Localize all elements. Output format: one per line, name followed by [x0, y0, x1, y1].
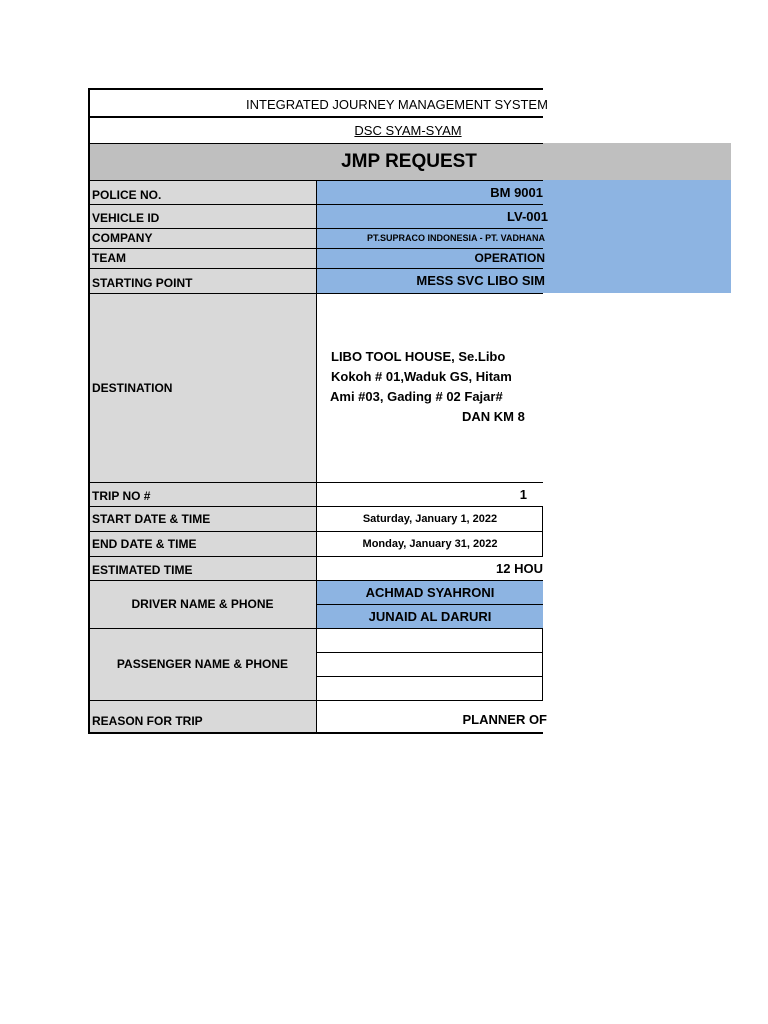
passenger-name-1[interactable] — [317, 628, 543, 652]
passenger-label: PASSENGER NAME & PHONE — [116, 657, 289, 671]
driver-name-1[interactable]: ACHMAD SYAHRONI — [365, 584, 495, 600]
destination-line: Kokoh # 01,Waduk GS, Hitam — [331, 369, 512, 384]
police-no-value[interactable]: BM 9001 — [490, 184, 543, 200]
form-title: JMP REQUEST — [341, 150, 477, 172]
grid-line — [317, 652, 543, 653]
grid-line — [542, 628, 543, 700]
grid-line — [88, 143, 543, 144]
grid-line — [317, 676, 543, 677]
vehicle-id-label: VEHICLE ID — [92, 210, 160, 225]
destination-line: Ami #03, Gading # 02 Fajar# — [330, 389, 503, 404]
passenger-name-2[interactable] — [317, 652, 543, 676]
blue-band — [543, 180, 731, 293]
system-title: INTEGRATED JOURNEY MANAGEMENT SYSTEM — [246, 96, 548, 112]
starting-point-label: STARTING POINT — [92, 276, 193, 290]
police-no-label: POLICE NO. — [92, 187, 162, 202]
team-value[interactable]: OPERATION — [474, 251, 545, 265]
start-datetime-value[interactable]: Saturday, January 1, 2022 — [362, 512, 498, 525]
grid-line — [317, 604, 543, 605]
end-datetime-value[interactable]: Monday, January 31, 2022 — [362, 537, 498, 550]
team-label: TEAM — [92, 251, 126, 265]
starting-point-value[interactable]: MESS SVC LIBO SIM — [416, 273, 545, 288]
destination-line: DAN KM 8 — [462, 409, 525, 424]
end-datetime-label: END DATE & TIME — [92, 536, 197, 551]
grid-line — [316, 180, 317, 734]
destination-value[interactable] — [317, 293, 577, 482]
driver-name-2[interactable]: JUNAID AL DARURI — [368, 608, 492, 624]
company-label: COMPANY — [92, 231, 153, 245]
reason-label: REASON FOR TRIP — [92, 713, 203, 728]
driver-label: DRIVER NAME & PHONE — [131, 597, 274, 611]
estimated-time-value[interactable]: 12 HOU — [496, 560, 543, 576]
vehicle-id-value[interactable]: LV-001 — [507, 208, 548, 224]
title-band — [543, 143, 731, 180]
jmp-form-table — [88, 88, 548, 734]
grid-line — [88, 88, 543, 90]
destination-line: LIBO TOOL HOUSE, Se.Libo — [331, 349, 506, 364]
location-title: DSC SYAM-SYAM — [354, 123, 462, 138]
start-datetime-label: START DATE & TIME — [92, 511, 211, 526]
passenger-name-3[interactable] — [317, 676, 543, 700]
estimated-time-label: ESTIMATED TIME — [92, 563, 193, 577]
trip-no-label: TRIP NO # — [92, 489, 151, 503]
company-value[interactable]: PT.SUPRACO INDONESIA - PT. VADHANA — [366, 233, 545, 243]
grid-line — [542, 506, 543, 556]
trip-no-value[interactable]: 1 — [519, 486, 527, 502]
reason-value[interactable]: PLANNER OF — [462, 712, 547, 727]
grid-line — [88, 116, 543, 118]
grid-line — [88, 88, 90, 734]
destination-label: DESTINATION — [92, 380, 173, 395]
